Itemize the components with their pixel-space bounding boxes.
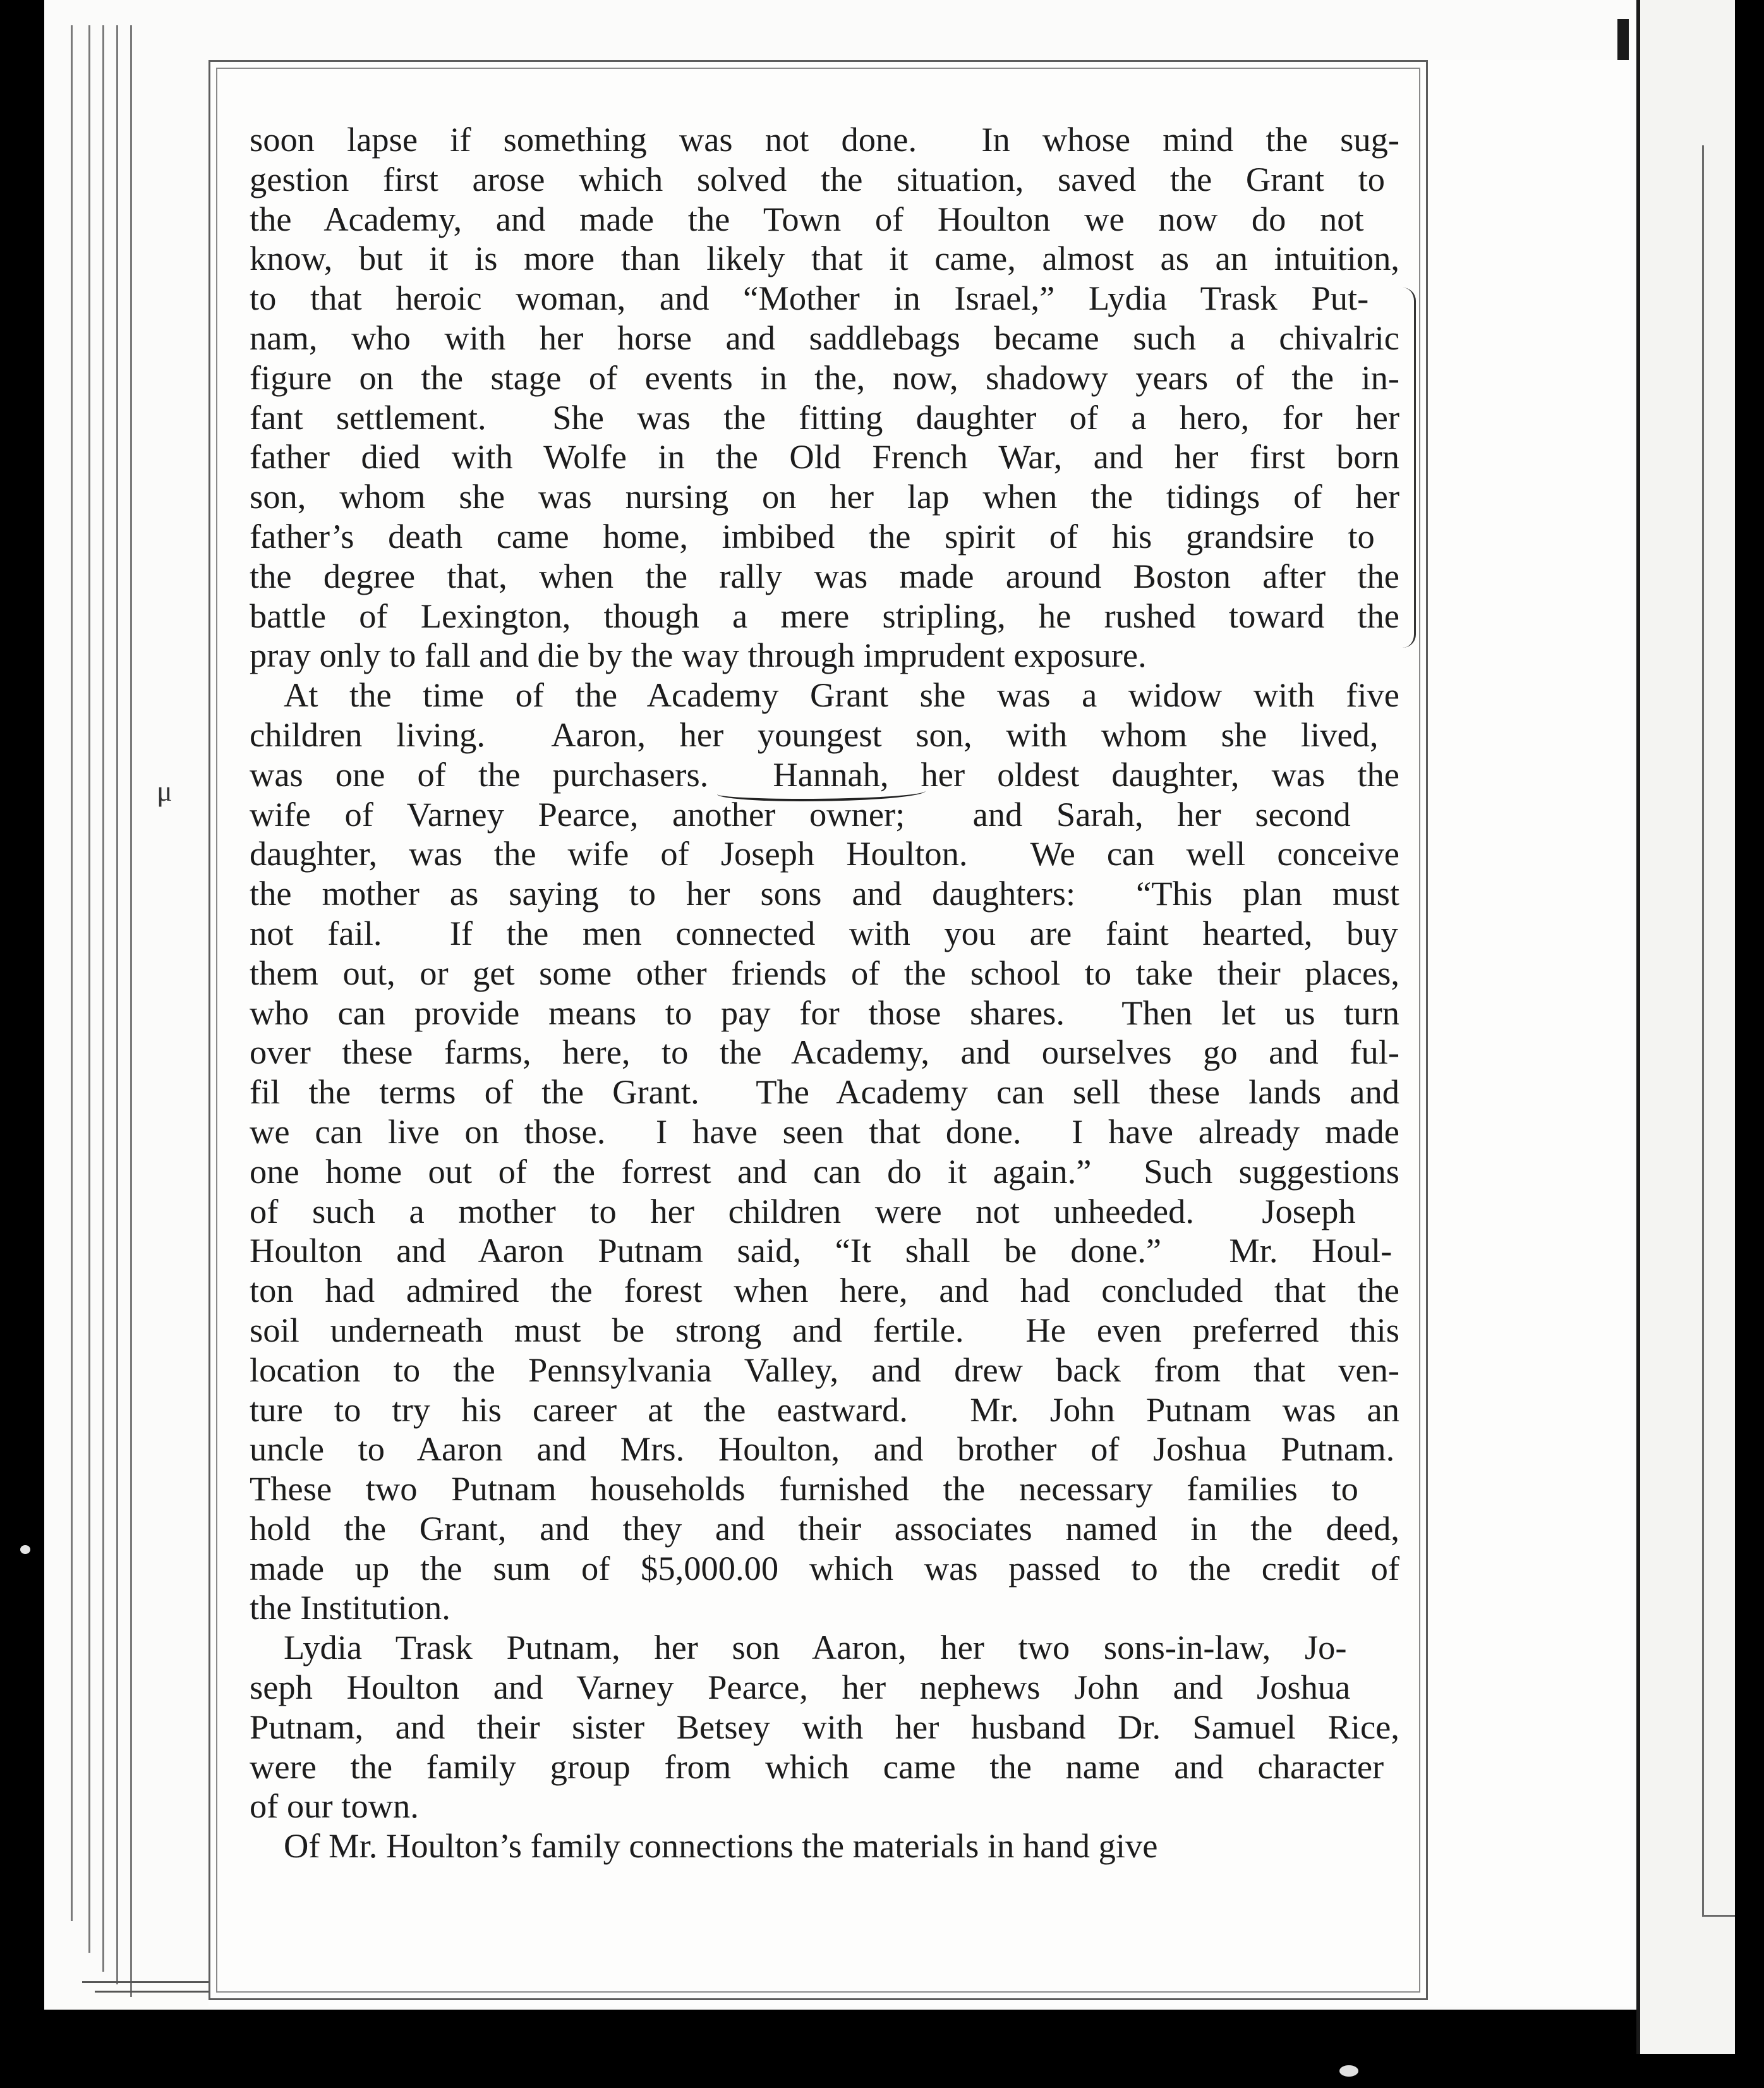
text-line: made up the sum of $5,000.00 which was passed to the credit of [250, 1548, 1399, 1587]
text-line: son, whom she was nursing on her lap when the tidings of her [250, 477, 1399, 516]
text-line: Putnam, and their sister Betsey with her husband Dr. Samuel Rice, [250, 1707, 1399, 1746]
text-line: battle of Lexington, though a mere stripling, he rushed toward the [250, 596, 1399, 635]
paragraph-p2 [250, 676, 1399, 1628]
text-line: uncle to Aaron and Mrs. Houlton, and brother of Joshua Putnam. [250, 1429, 1395, 1469]
text-line: them out, or get some other friends of the school to take their places, [250, 953, 1399, 992]
page-edge-line [116, 25, 118, 1984]
page-edge-line [71, 25, 73, 1921]
text-line: Lydia Trask Putnam, her son Aaron, her two sons-in-law, Jo- [284, 1628, 1347, 1667]
text-line: pray only to fall and die by the way through imprudent exposure. [250, 636, 1147, 675]
text-line: we can live on those. I have seen that done. I have already made [250, 1112, 1399, 1151]
text-line: over these farms, here, to the Academy, and ourselves go and ful- [250, 1033, 1399, 1072]
page-body-text [250, 120, 1399, 1866]
text-line: soon lapse if something was not done. In whose mind the sug- [250, 120, 1399, 159]
text-line: were the family group from which came the name and character [250, 1747, 1384, 1786]
text-line: the mother as saying to her sons and daughters: “This plan must [250, 874, 1399, 913]
text-line: seph Houlton and Varney Pearce, her nephews John and Joshua [250, 1668, 1351, 1707]
paragraph-p1 [250, 120, 1399, 676]
text-line: nam, who with her horse and saddlebags became such a chivalric [250, 318, 1399, 357]
text-line: ton had admired the forest when here, and had concluded that the [250, 1271, 1399, 1310]
text-line: gestion first arose which solved the situation, saved the Grant to [250, 159, 1386, 198]
text-line: not fail. If the men connected with you are faint hearted, buy [250, 913, 1398, 952]
text-line: the degree that, when the rally was made around Boston after the [250, 556, 1399, 595]
text-line: the Academy, and made the Town of Houlton we now do not [250, 199, 1364, 238]
text-line: Houlton and Aaron Putnam said, “It shall be done.” Mr. Houl- [250, 1231, 1392, 1270]
paragraph-p4 [250, 1826, 1399, 1866]
text-line: fil the terms of the Grant. The Academy can sell these lands and [250, 1072, 1399, 1112]
text-line: location to the Pennsylvania Valley, and drew back from that ven- [250, 1350, 1399, 1389]
text-line: fant settlement. She was the fitting daughter of a hero, for her [250, 398, 1399, 437]
text-line: of our town. [250, 1787, 419, 1826]
text-line: one home out of the forrest and can do it again.” Such suggestions [250, 1151, 1399, 1191]
adjacent-page-sliver [1636, 0, 1735, 2054]
handwritten-margin-note: μ [157, 775, 172, 807]
text-line: to that heroic woman, and “Mother in Israel,” Lydia Trask Put- [250, 279, 1369, 318]
text-line: soil underneath must be strong and fertile. He even preferred this [250, 1310, 1399, 1349]
scan-speck [1339, 2065, 1358, 2077]
text-line: know, but it is more than likely that it came, almost as an intuition, [250, 239, 1399, 278]
text-line: Of Mr. Houlton’s family connections the materials in hand give [284, 1826, 1158, 1866]
adjacent-page-rule [1702, 145, 1704, 1915]
text-line: was one of the purchasers. Hannah, her oldest daughter, was the [250, 755, 1399, 794]
page-edge-line [130, 25, 132, 1997]
handwritten-bracket-mark [1403, 288, 1416, 648]
text-line: father’s death came home, imbibed the spirit of his grandsire to [250, 516, 1375, 555]
adjacent-page-rule-bottom [1702, 1915, 1735, 1917]
text-line: of such a mother to her children were not unheeded. Joseph [250, 1191, 1356, 1230]
scan-speck [20, 1545, 30, 1554]
text-line: children living. Aaron, her youngest son, with whom she lived, [250, 715, 1379, 754]
text-line: father died with Wolfe in the Old French War, and her first born [250, 437, 1399, 476]
page-edge-line [88, 25, 90, 1953]
text-line: At the time of the Academy Grant she was a widow with five [284, 676, 1399, 715]
text-line: the Institution. [250, 1588, 450, 1627]
page-edge-line [102, 25, 104, 1972]
text-line: hold the Grant, and they and their associates named in the deed, [250, 1508, 1399, 1548]
text-line: wife of Varney Pearce, another owner; and Sarah, her second [250, 794, 1351, 834]
paragraph-p3 [250, 1628, 1399, 1826]
text-line: ture to try his career at the eastward. Mr. John Putnam was an [250, 1390, 1399, 1429]
text-line: figure on the stage of events in the, now, shadowy years of the in- [250, 358, 1399, 397]
text-line: who can provide means to pay for those shares. Then let us turn [250, 993, 1399, 1032]
text-line: daughter, was the wife of Joseph Houlton. We can well conceive [250, 834, 1399, 873]
text-line: These two Putnam households furnished the necessary families to [250, 1469, 1358, 1508]
